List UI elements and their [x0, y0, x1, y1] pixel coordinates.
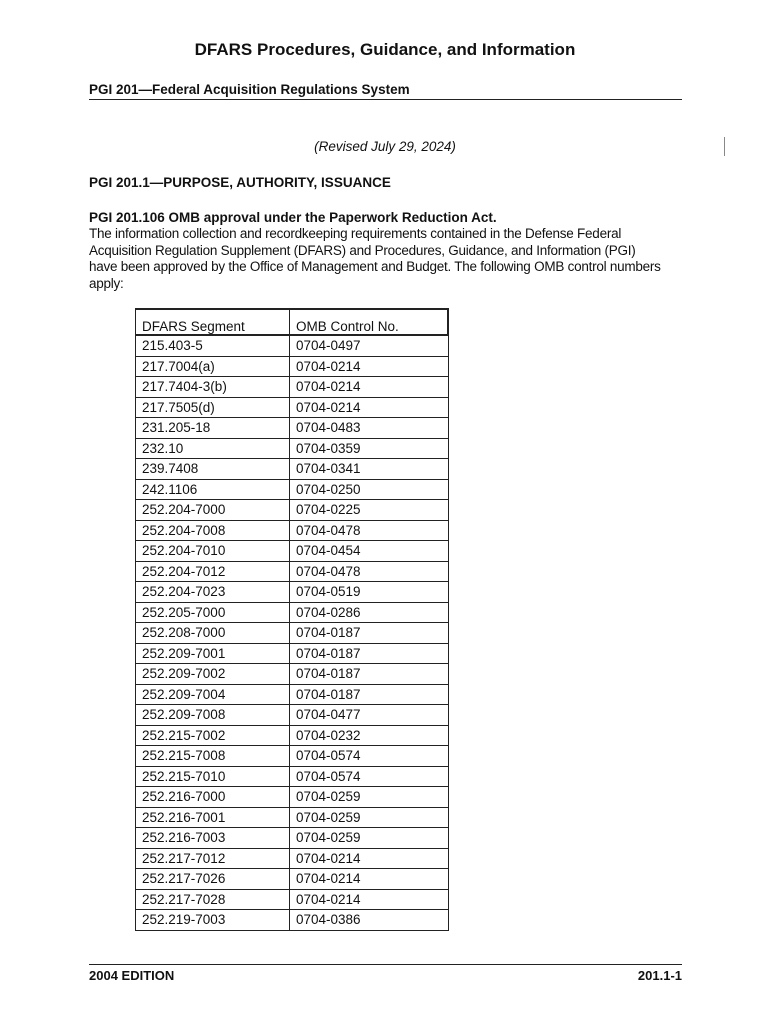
dfars-segment-cell: 252.204-7010 [136, 541, 290, 562]
column-header-dfars-segment: DFARS Segment [136, 309, 290, 335]
change-bar [724, 137, 725, 156]
table-row [136, 889, 449, 910]
table-row [136, 725, 449, 746]
table-row [136, 377, 449, 398]
table-row [136, 910, 449, 931]
table-row [136, 520, 449, 541]
table-row [136, 561, 449, 582]
table-row [136, 828, 449, 849]
omb-control-number-cell: 0704-0341 [290, 459, 449, 480]
footer-edition: 2004 EDITION [89, 968, 175, 983]
omb-control-number-cell: 0704-0214 [290, 889, 449, 910]
column-header-omb-control-no: OMB Control No. [290, 309, 449, 335]
dfars-segment-cell: 252.204-7008 [136, 520, 290, 541]
omb-control-number-cell: 0704-0214 [290, 848, 449, 869]
table-row [136, 684, 449, 705]
footer-divider [89, 964, 682, 965]
omb-control-number-cell: 0704-0259 [290, 828, 449, 849]
dfars-segment-cell: 252.209-7008 [136, 705, 290, 726]
dfars-segment-cell: 252.205-7000 [136, 602, 290, 623]
omb-control-number-cell: 0704-0187 [290, 664, 449, 685]
table-row [136, 582, 449, 603]
table-row [136, 705, 449, 726]
omb-control-number-cell: 0704-0386 [290, 910, 449, 931]
subpart-title: PGI 201.1—PURPOSE, AUTHORITY, ISSUANCE [89, 175, 391, 190]
revision-date: (Revised July 29, 2024) [314, 139, 456, 154]
table-row [136, 643, 449, 664]
table-row [136, 459, 449, 480]
dfars-segment-cell: 252.217-7012 [136, 848, 290, 869]
table-row [136, 746, 449, 767]
table-header-row [136, 309, 449, 335]
table-row [136, 664, 449, 685]
dfars-segment-cell: 252.209-7002 [136, 664, 290, 685]
table-body [136, 335, 449, 930]
dfars-segment-cell: 252.204-7012 [136, 561, 290, 582]
omb-control-number-cell: 0704-0359 [290, 438, 449, 459]
part-header: PGI 201—Federal Acquisition Regulations System [89, 82, 682, 100]
table-row [136, 438, 449, 459]
table-row [136, 848, 449, 869]
dfars-segment-cell: 252.209-7004 [136, 684, 290, 705]
dfars-segment-cell: 252.216-7000 [136, 787, 290, 808]
omb-control-number-cell: 0704-0454 [290, 541, 449, 562]
footer-page-number: 201.1-1 [637, 968, 682, 983]
omb-control-number-cell: 0704-0187 [290, 623, 449, 644]
omb-control-number-cell: 0704-0250 [290, 479, 449, 500]
omb-control-number-cell: 0704-0214 [290, 397, 449, 418]
omb-control-number-cell: 0704-0187 [290, 684, 449, 705]
table-row [136, 787, 449, 808]
dfars-segment-cell: 252.215-7008 [136, 746, 290, 767]
omb-control-table [135, 308, 449, 931]
table-row [136, 766, 449, 787]
table-row [136, 500, 449, 521]
omb-control-number-cell: 0704-0477 [290, 705, 449, 726]
dfars-segment-cell: 242.1106 [136, 479, 290, 500]
table-row [136, 418, 449, 439]
dfars-segment-cell: 252.216-7001 [136, 807, 290, 828]
omb-control-number-cell: 0704-0478 [290, 561, 449, 582]
dfars-segment-cell: 232.10 [136, 438, 290, 459]
section-title: PGI 201.106 OMB approval under the Paperwork Reduction Act. [89, 210, 497, 225]
table-row [136, 335, 449, 356]
dfars-segment-cell: 252.215-7010 [136, 766, 290, 787]
omb-control-number-cell: 0704-0497 [290, 335, 449, 356]
table-row [136, 807, 449, 828]
section-body: The information collection and recordkeeping requirements contained in the Defense Federal Acquisition Regulation Supplement (DFARS) and Procedures, Guidance, and Information (PGI) have been approved by the Office of Management and Budget. The following OMB control numbers apply: [89, 226, 661, 291]
table-row [136, 397, 449, 418]
table-row [136, 869, 449, 890]
dfars-segment-cell: 215.403-5 [136, 335, 290, 356]
omb-control-number-cell: 0704-0214 [290, 869, 449, 890]
omb-control-number-cell: 0704-0214 [290, 377, 449, 398]
dfars-segment-cell: 231.205-18 [136, 418, 290, 439]
dfars-segment-cell: 252.204-7023 [136, 582, 290, 603]
dfars-segment-cell: 217.7004(a) [136, 356, 290, 377]
dfars-segment-cell: 252.217-7028 [136, 889, 290, 910]
omb-control-number-cell: 0704-0225 [290, 500, 449, 521]
dfars-segment-cell: 252.216-7003 [136, 828, 290, 849]
omb-control-number-cell: 0704-0574 [290, 746, 449, 767]
dfars-segment-cell: 217.7404-3(b) [136, 377, 290, 398]
dfars-segment-cell: 252.204-7000 [136, 500, 290, 521]
dfars-segment-cell: 239.7408 [136, 459, 290, 480]
omb-control-number-cell: 0704-0214 [290, 356, 449, 377]
omb-control-number-cell: 0704-0483 [290, 418, 449, 439]
table-row [136, 541, 449, 562]
omb-control-number-cell: 0704-0286 [290, 602, 449, 623]
omb-control-number-cell: 0704-0259 [290, 807, 449, 828]
omb-control-number-cell: 0704-0259 [290, 787, 449, 808]
omb-control-number-cell: 0704-0574 [290, 766, 449, 787]
table-row [136, 602, 449, 623]
omb-control-number-cell: 0704-0519 [290, 582, 449, 603]
page-title: DFARS Procedures, Guidance, and Information [194, 40, 576, 59]
table-row [136, 479, 449, 500]
dfars-segment-cell: 252.217-7026 [136, 869, 290, 890]
omb-control-number-cell: 0704-0478 [290, 520, 449, 541]
table-row [136, 623, 449, 644]
omb-control-number-cell: 0704-0232 [290, 725, 449, 746]
dfars-segment-cell: 217.7505(d) [136, 397, 290, 418]
dfars-segment-cell: 252.208-7000 [136, 623, 290, 644]
table-row [136, 356, 449, 377]
dfars-segment-cell: 252.215-7002 [136, 725, 290, 746]
dfars-segment-cell: 252.219-7003 [136, 910, 290, 931]
dfars-segment-cell: 252.209-7001 [136, 643, 290, 664]
omb-control-number-cell: 0704-0187 [290, 643, 449, 664]
